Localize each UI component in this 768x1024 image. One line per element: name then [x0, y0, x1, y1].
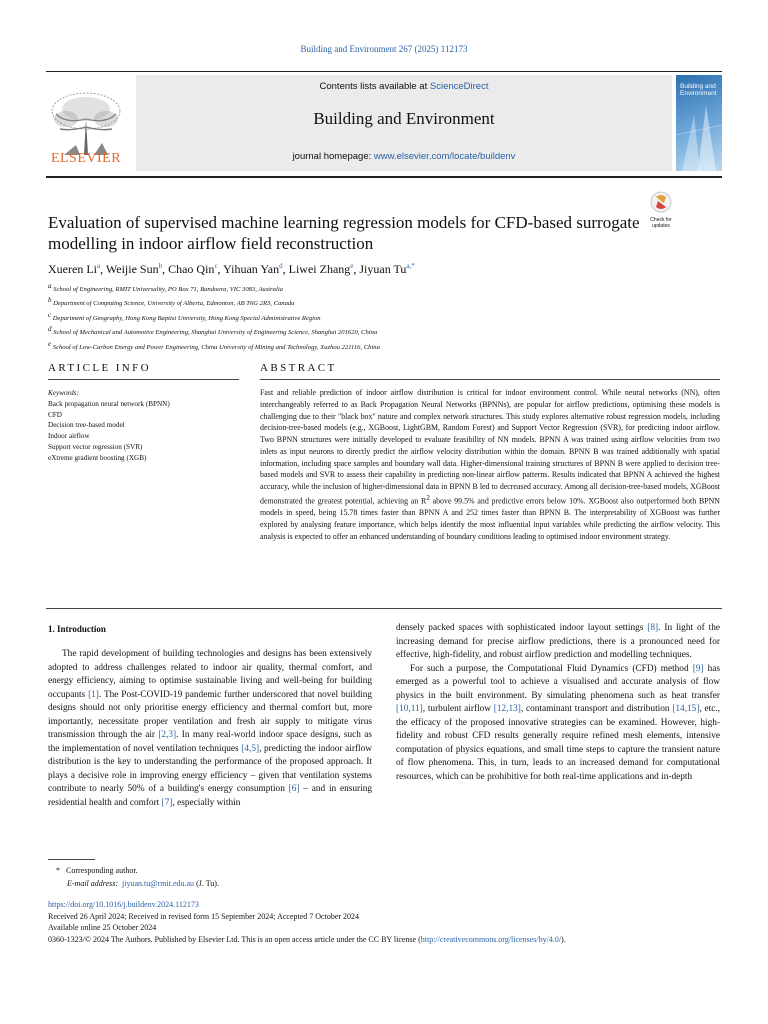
- author-affiliation-mark[interactable]: c: [214, 262, 218, 270]
- author-affiliation-mark[interactable]: e: [350, 262, 354, 270]
- citation-ref-link[interactable]: [9]: [692, 663, 704, 674]
- body-column-right: [396, 622, 720, 784]
- author-name: Chao Qin: [168, 262, 215, 276]
- affiliation-mark: c: [48, 310, 52, 319]
- license-line: [48, 934, 566, 946]
- author-name: Yihuan Yan: [223, 262, 280, 276]
- citation-ref-link[interactable]: [6]: [288, 784, 300, 794]
- body-text: – and in ensuring residential health and comfort: [48, 784, 372, 808]
- affiliation-item: [48, 339, 380, 353]
- paragraph: [396, 622, 720, 663]
- citation-ref-link[interactable]: [10,11]: [396, 704, 423, 714]
- keyword-item: Back propagation neural network (BPNN): [48, 399, 170, 408]
- author-affiliation-mark[interactable]: b: [158, 262, 163, 270]
- homepage-line: [136, 151, 672, 162]
- available-online: Available online 25 October 2024: [48, 923, 157, 932]
- author-name: Xueren Li: [48, 262, 97, 276]
- footnote-rule: [48, 859, 95, 860]
- keywords-label: Keywords:: [48, 389, 79, 397]
- section-heading-introduction: 1. Introduction: [48, 624, 106, 634]
- affiliations: [48, 281, 380, 353]
- cover-building-graphic: [676, 75, 722, 171]
- keyword-item: eXtreme gradient boosting (XGB): [48, 453, 147, 462]
- author-name: Weijie Sun: [105, 262, 159, 276]
- email-suffix: (J. Tu).: [196, 879, 219, 888]
- abstract-part: Fast and reliable prediction of indoor airflow distribution is critical for indoor environment control. While neural networks (NN), often interchangeably referred to as Back Propagation Neural Networks (BPNNs), are popular for airflow predictions, optimising these models is challenging due to their "black box" nature and complex network structures. This study explores alternative robust regression models, including decision-tree-based models (e.g., XGBoost, LightGBM, Random Forest) and Support Vector Regression (SVR), for predicting indoor airflow. Two BPNN structures were initially developed to evaluate feasibility of NN models. BPNN A was trained using airflow velocities from two inlets as input neurons to directly predict the airflow velocity distribution within the domain. BPNN B was trained additionally with spatial information, including space samples and boundary wall data. Higher-dimensional training structures of BPNN B were applied to decision tree-based models and SVR to assess their capability in predicting non-linear airflow patterns. Results indicated that BPNN A achieved the highest accuracy, while the inclusion of higher-dimensional data in BPNN B led to decreased accuracy. Among all decision-tree-based models, XGBoost demonstrated the greatest potential, achieving an R: [260, 388, 720, 506]
- citation-ref-link[interactable]: [8]: [647, 623, 659, 633]
- affiliation-mark: e: [48, 339, 52, 348]
- author[interactable]: [168, 262, 217, 276]
- keyword-item: Support vector regression (SVR): [48, 442, 143, 451]
- author-affiliation-mark[interactable]: a,*: [406, 262, 415, 270]
- citation-ref-link[interactable]: [4,5]: [241, 743, 260, 754]
- author-name: Liwei Zhang: [288, 262, 351, 276]
- paragraph: [396, 663, 720, 785]
- homepage-prefix: journal homepage:: [292, 151, 374, 162]
- keyword-item: CFD: [48, 410, 62, 419]
- email-link[interactable]: jiyuan.tu@rmit.edu.au: [122, 879, 195, 888]
- journal-header: [46, 71, 722, 171]
- affiliation-item: [48, 281, 380, 295]
- affiliation-item: [48, 310, 380, 324]
- abstract-heading: ABSTRACT: [260, 362, 337, 374]
- header-top-rule: [46, 71, 722, 72]
- affiliation-text: School of Mechanical and Automotive Engineering, Shanghai University of Engineering Science, Shanghai 201620, China: [53, 329, 378, 337]
- body-text: , etc., the efficacy of the proposed innovative strategies can be examined. However, high-fidelity and robust CFD results generally require refined mesh elements, intensive computation of physics equations, and small time steps to capture the transient nature of flow phenomena. This, in turn, leads to an increased demand for computational resources, which can be prohibitive for both real-time applications and in-depth: [396, 704, 721, 782]
- article-info-heading: ARTICLE INFO: [48, 362, 151, 374]
- affiliation-mark: b: [48, 296, 52, 305]
- affiliation-text: Department of Geography, Hong Kong Baptist University, Hong Kong Special Administrative Region: [52, 314, 321, 322]
- check-updates-label: Check for updates: [650, 217, 672, 229]
- paragraph: [48, 648, 372, 810]
- license-link[interactable]: http://creativecommons.org/licenses/by/4.0/: [420, 934, 562, 944]
- check-updates-icon: [646, 191, 676, 213]
- affiliation-text: School of Low-Carbon Energy and Power Engineering, China University of Mining and Technology, Xuzhou 221116, China: [52, 343, 380, 351]
- body-text: . In many real-world indoor space designs, such as the implementation of novel ventilation techniques: [48, 730, 372, 754]
- affiliation-mark: d: [48, 325, 52, 334]
- author-name: Jiyuan Tu: [359, 262, 407, 276]
- abstract-superscript: 2: [426, 493, 430, 502]
- body-text: For such a purpose, the Computational Fluid Dynamics (CFD) method: [410, 663, 693, 674]
- email-label: E-mail address:: [67, 879, 119, 888]
- received-dates: Received 26 April 2024; Received in revised form 15 September 2024; Accepted 7 October 2024: [48, 911, 360, 921]
- affiliation-text: Department of Computing Science, University of Alberta, Edmonton, AB T6G 2R3, Canada: [53, 300, 295, 308]
- body-text: , contaminant transport and distribution: [520, 704, 673, 714]
- footnote-email-line: [56, 877, 219, 890]
- author[interactable]: [359, 262, 414, 276]
- author[interactable]: [289, 262, 354, 276]
- homepage-link[interactable]: www.elsevier.com/locate/buildenv: [373, 151, 516, 162]
- article-title: Evaluation of supervised machine learning regression models for CFD-based surrogate modelling in indoor airflow field reconstruction: [48, 213, 640, 253]
- article-meta-footer: [48, 899, 566, 945]
- author-affiliation-mark[interactable]: d: [279, 262, 283, 270]
- check-for-updates-badge[interactable]: [646, 191, 676, 227]
- body-text: . In light of the increasing demand for precise airflow predictions, there is a pronounced need for effective, high-fidelity, and robust airflow prediction and modelling techniques.: [396, 623, 720, 660]
- author-list: Xueren Li$^a$, Weijie Sun$^b$, Chao Qin$^c$, Yihuan Yan$^d$, Liwei Zhang$^e$, Jiyuan $Tu^{a,*}$: [48, 262, 415, 276]
- citation-ref-link[interactable]: [2,3]: [158, 730, 177, 740]
- citation-ref-link[interactable]: [12,13]: [493, 704, 521, 714]
- body-text: has emerged as a powerful tool to achieve a visualised and accurate analysis of flow physics in the built environment. By simulating phenomena such as heat transfer: [396, 663, 720, 701]
- body-text: , especially within: [172, 797, 241, 808]
- cover-title: Building and Environment: [680, 83, 717, 97]
- affiliation-mark: a: [48, 282, 52, 290]
- header-bottom-rule: [46, 176, 722, 178]
- doi-link[interactable]: https://doi.org/10.1016/j.buildenv.2024.112173: [48, 900, 199, 909]
- footnote-star: *: [56, 866, 60, 875]
- article-info-rule: [48, 379, 239, 380]
- elsevier-wordmark: ELSEVIER: [50, 151, 122, 166]
- author[interactable]: [48, 262, 100, 276]
- citation-ref-link[interactable]: [1]: [88, 689, 99, 700]
- body-text: . The Post-COVID-19 pandemic further underscored that novel building designs should not only prioritise energy efficiency and thermal comfort but, more importantly, necessitate proper ventilation and fresh air supply to mitigate virus transmission through the air: [48, 689, 372, 740]
- sciencedirect-link[interactable]: ScienceDirect: [429, 81, 489, 92]
- affiliation-text: School of Engineering, RMIT Universality, PO Box 71, Bundoora, VIC 3083, Australia: [53, 286, 283, 294]
- keyword-item: Decision tree-based model: [48, 421, 125, 430]
- body-text: , turbulent airflow: [422, 704, 494, 714]
- contents-line: [136, 81, 672, 92]
- journal-citation-link[interactable]: Building and Environment 267 (2025) 112173: [300, 44, 468, 54]
- affiliation-item: [48, 324, 380, 338]
- journal-info-box: [136, 75, 672, 171]
- footnote-corresponding-text: Corresponding author.: [66, 866, 138, 875]
- abstract-rule: [260, 379, 720, 380]
- footnote: [56, 864, 219, 890]
- body-text: densely packed spaces with sophisticated indoor layout settings: [396, 623, 648, 633]
- author-affiliation-mark[interactable]: a: [96, 262, 101, 270]
- citation-ref-link[interactable]: [7]: [161, 797, 173, 808]
- contents-prefix: Contents lists available at: [319, 81, 430, 92]
- section-divider: [46, 608, 722, 609]
- license-suffix: ).: [561, 934, 566, 944]
- author[interactable]: [223, 262, 283, 276]
- body-column-left: [48, 648, 372, 810]
- citation-ref-link[interactable]: [14,15]: [672, 704, 700, 714]
- footnote-corresponding: [56, 864, 219, 877]
- body-text: The rapid development of building technologies and designs has been extensively adopted to address challenges related to indoor air quality, thermal comfort, and energy efficiency, aiming to optimise sustainable living and well-being for building occupants: [48, 649, 372, 700]
- affiliation-item: [48, 295, 380, 309]
- abstract-text: [260, 387, 720, 542]
- journal-title: Building and Environment: [313, 109, 495, 128]
- keywords-block: [48, 388, 170, 464]
- journal-cover-image: [676, 75, 722, 171]
- keyword-item: Indoor airflow: [48, 432, 90, 441]
- license-text: 0360-1323/© 2024 The Authors. Published by Elsevier Ltd. This is an open access article under the CC BY license (: [48, 934, 421, 944]
- body-text: , predicting the indoor airflow distribution is the key to understanding the performance of the proposed approach. It plays a decisive role in improving energy efficiency – given that ventilation systems contribute to nearly 50% of a building's energy consumption: [48, 743, 372, 794]
- abstract-part: above 99.5% and predictive errors below 10%. XGBoost also outperformed both BPNN models in speed, being 15.78 times faster than BPNN A and 252 times faster than BPNN B. The interpretability of XGBoost was further explored by analysing feature importance, which helps identify the most influential input variables while predicting the airflow velocity. This analysis is expected to offer an enhanced understanding of boundary conditions leading to optimised indoor environment strategy.: [260, 496, 720, 541]
- author[interactable]: [106, 262, 162, 276]
